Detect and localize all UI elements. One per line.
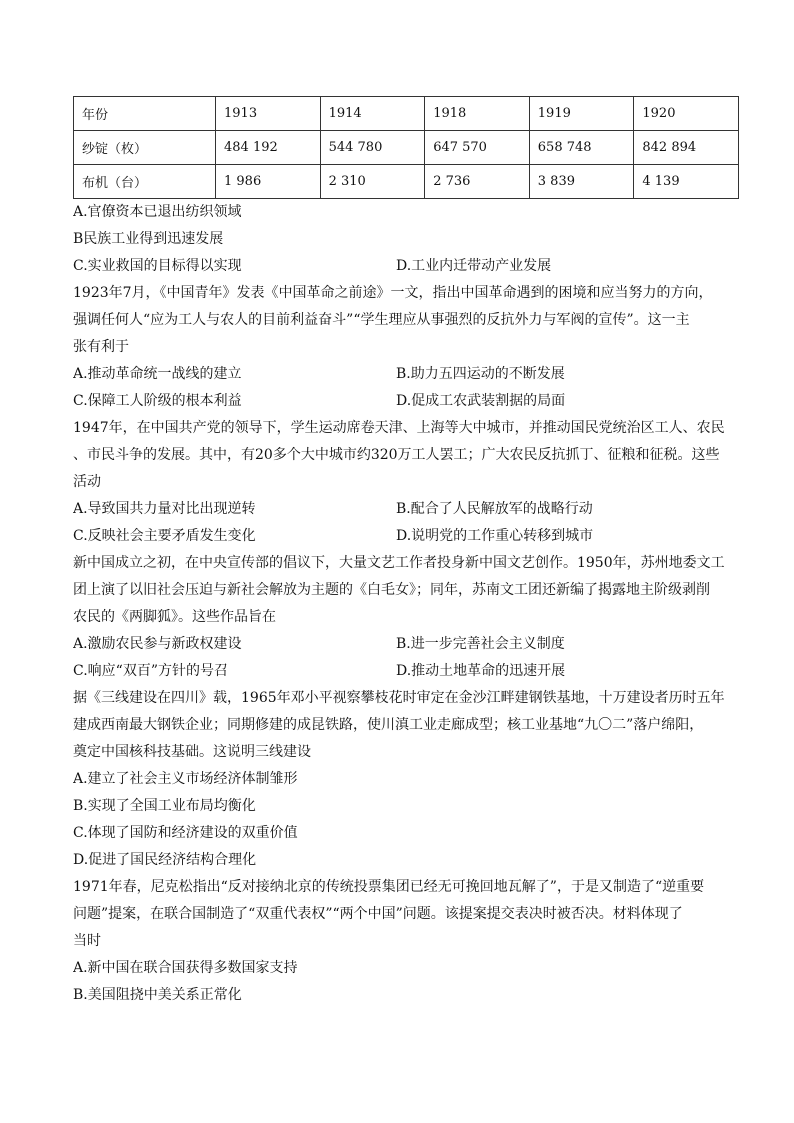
table-cell: 2 310 [320, 165, 425, 199]
questions [73, 199, 741, 1009]
option-row [73, 253, 741, 280]
option-row [73, 496, 741, 523]
table-cell: 544 780 [320, 131, 425, 165]
question-stem-line: 强调任何人“应为工人与农人的目前利益奋斗”“学生理应从事强烈的反抗外力与军阀的宣传”。这一主 [73, 312, 690, 328]
table-row [74, 165, 739, 199]
question-stem-line: 据《三线建设在四川》载，1965年邓小平视察攀枝花时审定在金沙江畔建钢铁基地，十万建设者历时五年 [73, 690, 725, 706]
option-a: A.建立了社会主义市场经济体制雏形 [73, 771, 298, 787]
table-cell: 842 894 [634, 131, 739, 165]
question-stem-line: 1947年，在中国共产党的领导下，学生运动席卷天津、上海等大中城市，并推动国民党统治区工人、农民 [73, 420, 725, 436]
question-stem-line: 张有利于 [73, 339, 129, 355]
question-stem-line: 活动 [73, 474, 101, 490]
option-c: C.体现了国防和经济建设的双重价值 [73, 825, 298, 841]
table-cell: 658 748 [529, 131, 634, 165]
option-d: D.推动土地革命的迅速开展 [396, 663, 566, 679]
table-cell: 484 192 [216, 131, 321, 165]
option-b: B.助力五四运动的不断发展 [396, 366, 565, 382]
option-d: D.工业内迁带动产业发展 [396, 258, 552, 274]
option-a: A.新中国在联合国获得多数国家支持 [73, 960, 298, 976]
table-cell: 647 570 [425, 131, 530, 165]
option-row [73, 361, 741, 388]
option-b: B.进一步完善社会主义制度 [396, 636, 565, 652]
option-d: D.说明党的工作重心转移到城市 [396, 528, 594, 544]
table-row [74, 131, 739, 165]
table-cell: 1918 [425, 97, 530, 131]
table-cell: 年份 [74, 97, 216, 131]
option-c: C.实业救国的目标得以实现 [73, 258, 242, 274]
option-c: C.反映社会主要矛盾发生变化 [73, 528, 256, 544]
option-b: B.配合了人民解放军的战略行动 [396, 501, 593, 517]
table-cell: 布机（台） [74, 165, 216, 199]
option-a: A.推动革命统一战线的建立 [73, 366, 242, 382]
question-stem-line: 当时 [73, 933, 101, 949]
table-cell: 1 986 [216, 165, 321, 199]
data-table [73, 96, 739, 199]
table-cell: 纱锭（枚） [74, 131, 216, 165]
option-a: A.激励农民参与新政权建设 [73, 636, 242, 652]
option-row [73, 523, 741, 550]
question-stem-line: 、市民斗争的发展。其中，有20多个大中城市约320万工人罢工；广大农民反抗抓丁、征粮和征税。这些 [73, 447, 720, 463]
question-stem-line: 新中国成立之初，在中央宣传部的倡议下，大量文艺工作者投身新中国文艺创作。1950年，苏州地委文工 [73, 555, 725, 571]
option-a: A.官僚资本已退出纺织领域 [73, 204, 242, 220]
table-cell: 2 736 [425, 165, 530, 199]
option-a: A.导致国共力量对比出现逆转 [73, 501, 256, 517]
option-row [73, 658, 741, 685]
table-cell: 1913 [216, 97, 321, 131]
option-row [73, 388, 741, 415]
table-cell: 4 139 [634, 165, 739, 199]
table-cell: 1919 [529, 97, 634, 131]
option-d: D.促成工农武装割据的局面 [396, 393, 566, 409]
question-stem-line: 1923年7月，《中国青年》发表《中国革命之前途》一文，指出中国革命遇到的困境和应当努力的方向， [73, 285, 713, 301]
option-d: D.促进了国民经济结构合理化 [73, 852, 257, 868]
option-c: C.响应“双百”方针的号召 [73, 663, 228, 679]
option-b: B.实现了全国工业布局均衡化 [73, 798, 256, 814]
table-row [74, 97, 739, 131]
option-b: B民族工业得到迅速发展 [73, 231, 224, 247]
question-stem-line: 1971年春，尼克松指出“反对接纳北京的传统投票集团已经无可挽回地瓦解了”，于是又制造了“逆重要 [73, 879, 705, 895]
table-cell: 1914 [320, 97, 425, 131]
question-stem-line: 农民的《两脚狐》。这些作品旨在 [73, 609, 276, 625]
question-stem-line: 团上演了以旧社会压迫与新社会解放为主题的《白毛女》；同年，苏南文工团还新编了揭露地主阶级剥削 [73, 582, 710, 598]
question-stem-line: 建成西南最大钢铁企业；同期修建的成昆铁路，使川滇工业走廊成型；核工业基地“九〇二”落户绵阳， [73, 717, 704, 733]
option-row [73, 631, 741, 658]
option-b: B.美国阻挠中美关系正常化 [73, 987, 242, 1003]
question-stem-line: 问题”提案，在联合国制造了“双重代表权”“两个中国”问题。该提案提交表决时被否决。材料体现了 [73, 906, 683, 922]
option-c: C.保障工人阶级的根本利益 [73, 393, 242, 409]
question-stem-line: 奠定中国核科技基础。这说明三线建设 [73, 744, 311, 760]
table-cell: 3 839 [529, 165, 634, 199]
table-cell: 1920 [634, 97, 739, 131]
